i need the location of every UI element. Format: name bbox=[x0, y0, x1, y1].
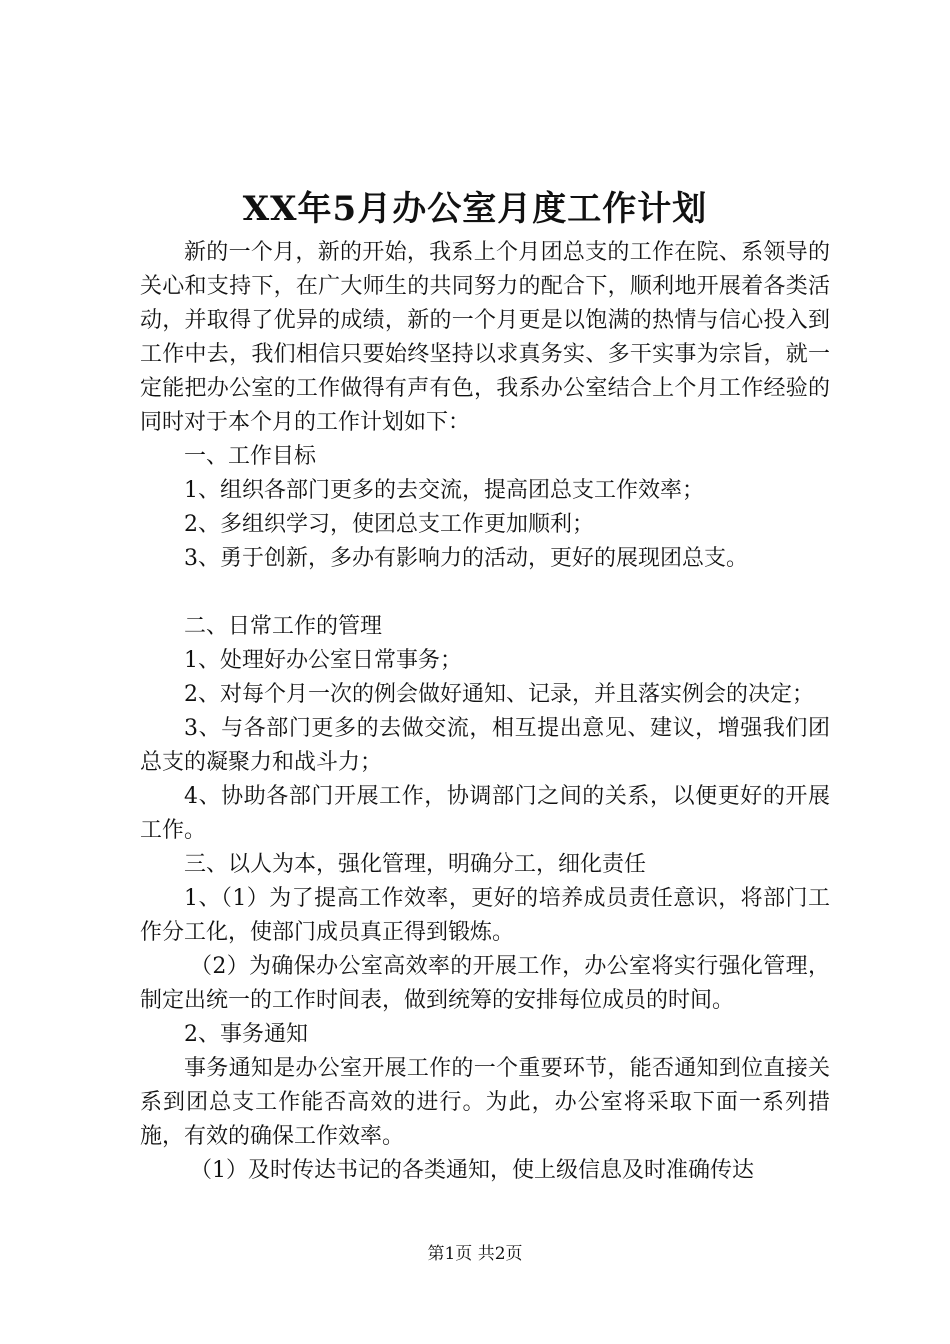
list-item-daily-3: 3、与各部门更多的去做交流，相互提出意见、建议，增强我们团总支的凝聚力和战斗力； bbox=[140, 716, 830, 775]
heading-daily-management: 二、日常工作的管理 bbox=[184, 614, 383, 639]
paragraph-intro: 新的一个月，新的开始，我系上个月团总支的工作在院、系领导的关心和支持下，在广大师生的共同努力的配合下，顺利地开展着各类活动，并取得了优异的成绩，新的一个月更是以饱满的热情与信心投入到工作中去，我们相信只要始终坚持以求真务实、多干实事为宗旨，就一定能把办公室的工作做得有声有色，我系办公室结合上个月工作经验的同时对于本个月的工作计划如下： bbox=[140, 240, 830, 435]
list-item-daily-4: 4、协助各部门开展工作，协调部门之间的关系，以便更好的开展工作。 bbox=[140, 784, 830, 843]
blank-line bbox=[140, 576, 830, 610]
heading-notices: 2、事务通知 bbox=[184, 1022, 308, 1047]
document-body bbox=[140, 236, 830, 1188]
list-item-daily-2: 2、对每个月一次的例会做好通知、记录，并且落实例会的决定； bbox=[184, 682, 814, 707]
list-item-people-2: （2）为确保办公室高效率的开展工作，办公室将实行强化管理，制定出统一的工作时间表，做到统筹的安排每位成员的时间。 bbox=[140, 954, 830, 1013]
document-title: XX年5月办公室月度工作计划 bbox=[242, 189, 708, 229]
list-item-goal-3: 3、勇于创新，多办有影响力的活动，更好的展现团总支。 bbox=[184, 546, 748, 571]
heading-work-goals: 一、工作目标 bbox=[184, 444, 317, 469]
paragraph-notices: 事务通知是办公室开展工作的一个重要环节，能否通知到位直接关系到团总支工作能否高效的进行。为此，办公室将采取下面一系列措施，有效的确保工作效率。 bbox=[140, 1056, 830, 1149]
list-item-goal-1: 1、组织各部门更多的去交流，提高团总支工作效率； bbox=[184, 478, 704, 503]
list-item-people-1: 1、（1）为了提高工作效率，更好的培养成员责任意识，将部门工作分工化，使部门成员真正得到锻炼。 bbox=[140, 886, 830, 945]
heading-people-oriented: 三、以人为本，强化管理，明确分工，细化责任 bbox=[184, 852, 647, 877]
page-number-footer: 第1页 共2页 bbox=[427, 1244, 523, 1264]
list-item-goal-2: 2、多组织学习，使团总支工作更加顺利； bbox=[184, 512, 594, 537]
list-item-notices-1: （1）及时传达书记的各类通知，使上级信息及时准确传达 bbox=[190, 1158, 754, 1183]
list-item-daily-1: 1、处理好办公室日常事务； bbox=[184, 648, 462, 673]
